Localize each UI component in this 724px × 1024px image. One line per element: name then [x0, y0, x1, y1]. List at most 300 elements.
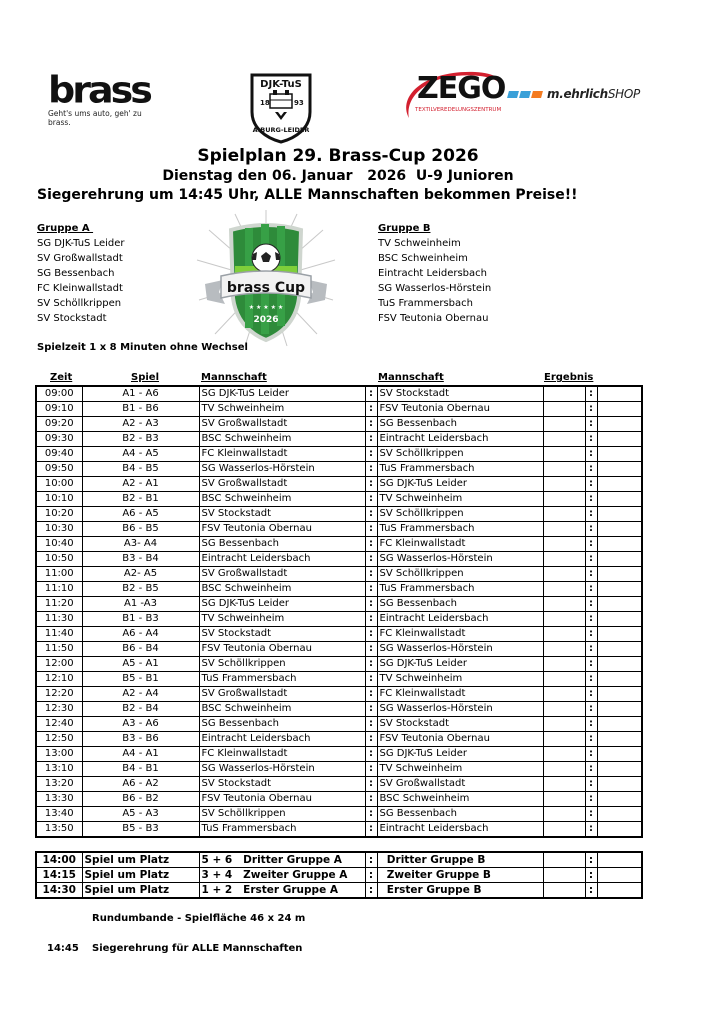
group-b-team: FSV Teutonia Obernau: [378, 313, 489, 324]
team-separator: :: [365, 552, 377, 567]
score-away-field[interactable]: [597, 717, 642, 732]
match-time: 09:20: [36, 417, 82, 432]
team-separator: :: [365, 432, 377, 447]
home-team: FC Kleinwallstadt: [199, 447, 365, 462]
match-time: 11:00: [36, 567, 82, 582]
column-header-zeit: Zeit: [50, 372, 73, 383]
away-team: SG Bessenbach: [377, 597, 543, 612]
away-team: BSC Schweinheim: [377, 792, 543, 807]
score-separator: :: [585, 868, 597, 883]
score-away-field[interactable]: [597, 777, 642, 792]
team-separator: :: [365, 732, 377, 747]
away-team: TuS Frammersbach: [377, 522, 543, 537]
column-header-team1: Mannschaft: [201, 372, 267, 383]
match-time: 10:10: [36, 492, 82, 507]
match-time: 12:20: [36, 687, 82, 702]
score-separator: :: [585, 417, 597, 432]
match-game: B3 - B6: [82, 732, 199, 747]
ceremony-notice: Siegerehrung um 14:45 Uhr, ALLE Mannschaften bekommen Preise!!: [37, 187, 578, 203]
away-team: Erster Gruppe B: [377, 883, 543, 899]
team-separator: :: [365, 747, 377, 762]
home-team: SG DJK-TuS Leider: [199, 386, 365, 402]
svg-text:brass Cup: brass Cup: [226, 280, 306, 296]
home-team: TuS Frammersbach: [199, 672, 365, 687]
score-away-field[interactable]: [597, 462, 642, 477]
home-team: TV Schweinheim: [199, 402, 365, 417]
match-row: [36, 792, 642, 807]
score-home-field[interactable]: [543, 567, 585, 582]
score-away-field[interactable]: [597, 537, 642, 552]
score-away-field[interactable]: [597, 672, 642, 687]
match-row: [36, 747, 642, 762]
score-separator: :: [585, 807, 597, 822]
match-time: 13:50: [36, 822, 82, 838]
score-home-field[interactable]: [543, 417, 585, 432]
score-away-field[interactable]: [597, 477, 642, 492]
match-time: 13:20: [36, 777, 82, 792]
score-home-field[interactable]: [543, 386, 585, 402]
away-team: FC Kleinwallstadt: [377, 687, 543, 702]
ehrlich-square-icon: [531, 91, 543, 98]
away-team: SG Wasserlos-Hörstein: [377, 552, 543, 567]
home-team: SV Großwallstadt: [199, 687, 365, 702]
score-home-field[interactable]: [543, 627, 585, 642]
team-separator: :: [365, 402, 377, 417]
score-separator: :: [585, 822, 597, 838]
match-game: B5 - B3: [82, 822, 199, 838]
score-home-field[interactable]: [543, 582, 585, 597]
score-home-field[interactable]: [543, 642, 585, 657]
score-home-field[interactable]: [543, 537, 585, 552]
team-separator: :: [365, 762, 377, 777]
score-home-field[interactable]: [543, 507, 585, 522]
match-time: 10:30: [36, 522, 82, 537]
team-separator: :: [365, 612, 377, 627]
match-time: 11:20: [36, 597, 82, 612]
match-row: [36, 417, 642, 432]
home-team: TuS Frammersbach: [199, 822, 365, 838]
page-title: Spielplan 29. Brass-Cup 2026: [197, 146, 479, 166]
match-row: [36, 807, 642, 822]
home-team: SV Schöllkrippen: [199, 657, 365, 672]
match-time: 10:40: [36, 537, 82, 552]
team-separator: :: [365, 672, 377, 687]
column-header-ergebnis: Ergebnis: [544, 372, 594, 383]
home-team: TV Schweinheim: [199, 612, 365, 627]
away-team: FC Kleinwallstadt: [377, 537, 543, 552]
match-game: A2 - A4: [82, 687, 199, 702]
ceremony-time: 14:45: [47, 943, 79, 954]
brass-logo-word: brass: [48, 69, 150, 111]
score-home-field[interactable]: [543, 702, 585, 717]
score-home-field[interactable]: [543, 612, 585, 627]
score-home-field[interactable]: [543, 597, 585, 612]
team-separator: :: [365, 807, 377, 822]
group-a-title: Gruppe A: [37, 223, 94, 234]
final-match-row: [36, 852, 642, 868]
score-away-field[interactable]: [597, 657, 642, 672]
away-team: SV Schöllkrippen: [377, 567, 543, 582]
group-a-team: SG Bessenbach: [37, 268, 115, 279]
score-away-field[interactable]: [597, 522, 642, 537]
score-home-field[interactable]: [543, 447, 585, 462]
score-home-field[interactable]: [543, 432, 585, 447]
score-separator: :: [585, 582, 597, 597]
score-home-field[interactable]: [543, 402, 585, 417]
match-row: [36, 597, 642, 612]
score-home-field[interactable]: [543, 807, 585, 822]
home-team: Eintracht Leidersbach: [199, 732, 365, 747]
score-separator: :: [585, 522, 597, 537]
score-separator: :: [585, 687, 597, 702]
svg-text:DJK-TuS: DJK-TuS: [260, 79, 302, 90]
away-team: FSV Teutonia Obernau: [377, 732, 543, 747]
team-separator: :: [365, 567, 377, 582]
score-home-field[interactable]: [543, 717, 585, 732]
home-team: SV Großwallstadt: [199, 567, 365, 582]
home-team: BSC Schweinheim: [199, 492, 365, 507]
away-team: SV Stockstadt: [377, 386, 543, 402]
score-separator: :: [585, 642, 597, 657]
team-separator: :: [365, 777, 377, 792]
match-row: [36, 687, 642, 702]
match-row: [36, 717, 642, 732]
away-team: SG Bessenbach: [377, 417, 543, 432]
team-separator: :: [365, 386, 377, 402]
svg-text:18: 18: [260, 99, 270, 107]
home-team: SG Wasserlos-Hörstein: [199, 462, 365, 477]
score-away-field[interactable]: [597, 762, 642, 777]
away-team: SV Schöllkrippen: [377, 447, 543, 462]
team-separator: :: [365, 537, 377, 552]
away-team: TuS Frammersbach: [377, 582, 543, 597]
home-team: SV Schöllkrippen: [199, 807, 365, 822]
match-row: [36, 627, 642, 642]
zego-logo-tagline: TEXTILVEREDELUNGSZENTRUM: [415, 107, 502, 113]
final-match-row: [36, 883, 642, 899]
match-game: A6 - A4: [82, 627, 199, 642]
team-separator: :: [365, 462, 377, 477]
match-game: A1 - A6: [82, 386, 199, 402]
match-game: B6 - B2: [82, 792, 199, 807]
score-away-field[interactable]: [597, 642, 642, 657]
group-b-team: TuS Frammersbach: [378, 298, 473, 309]
score-away-field[interactable]: [597, 447, 642, 462]
away-team: FSV Teutonia Obernau: [377, 402, 543, 417]
zego-logo: [395, 66, 507, 126]
final-match-row: [36, 868, 642, 883]
score-separator: :: [585, 852, 597, 868]
match-time: 10:50: [36, 552, 82, 567]
match-time: 09:30: [36, 432, 82, 447]
group-a-team: SV Stockstadt: [37, 313, 107, 324]
match-game: B6 - B4: [82, 642, 199, 657]
score-away-field[interactable]: [597, 417, 642, 432]
match-row: [36, 657, 642, 672]
match-time: 13:10: [36, 762, 82, 777]
score-home-field[interactable]: [543, 852, 585, 868]
home-team: SV Stockstadt: [199, 627, 365, 642]
match-game: A3- A4: [82, 537, 199, 552]
team-separator: :: [365, 792, 377, 807]
match-game: B4 - B5: [82, 462, 199, 477]
match-game: A4 - A5: [82, 447, 199, 462]
match-row: [36, 552, 642, 567]
ehrlich-shop-logo: [508, 87, 640, 101]
score-away-field[interactable]: [597, 822, 642, 838]
match-time: 11:10: [36, 582, 82, 597]
match-time: 10:20: [36, 507, 82, 522]
home-team: FSV Teutonia Obernau: [199, 642, 365, 657]
match-game: A5 - A1: [82, 657, 199, 672]
match-row: [36, 762, 642, 777]
finals-table: [35, 851, 643, 899]
score-separator: :: [585, 537, 597, 552]
match-time: 11:50: [36, 642, 82, 657]
away-team: TV Schweinheim: [377, 762, 543, 777]
score-home-field[interactable]: [543, 672, 585, 687]
score-home-field[interactable]: [543, 747, 585, 762]
team-separator: :: [365, 507, 377, 522]
match-row: [36, 642, 642, 657]
score-away-field[interactable]: [597, 792, 642, 807]
match-row: [36, 492, 642, 507]
match-row: [36, 477, 642, 492]
score-away-field[interactable]: [597, 687, 642, 702]
match-row: [36, 567, 642, 582]
home-team: SG Bessenbach: [199, 717, 365, 732]
match-game: A2 - A1: [82, 477, 199, 492]
match-time: 14:30: [36, 883, 82, 899]
score-separator: :: [585, 657, 597, 672]
home-team: SV Stockstadt: [199, 507, 365, 522]
match-time: 13:00: [36, 747, 82, 762]
match-time: 10:00: [36, 477, 82, 492]
away-team: Eintracht Leidersbach: [377, 822, 543, 838]
score-home-field[interactable]: [543, 462, 585, 477]
team-separator: :: [365, 883, 377, 899]
score-away-field[interactable]: [597, 552, 642, 567]
match-row: [36, 672, 642, 687]
home-team: SG Wasserlos-Hörstein: [199, 762, 365, 777]
match-game: B2 - B4: [82, 702, 199, 717]
score-separator: :: [585, 672, 597, 687]
match-game: Spiel um Platz: [82, 868, 199, 883]
team-separator: :: [365, 657, 377, 672]
group-b-team: Eintracht Leidersbach: [378, 268, 487, 279]
match-time: 09:50: [36, 462, 82, 477]
away-team: FC Kleinwallstadt: [377, 627, 543, 642]
svg-text:93: 93: [294, 99, 304, 107]
match-game: B6 - B5: [82, 522, 199, 537]
score-home-field[interactable]: [543, 552, 585, 567]
home-team: 1 + 2 Erster Gruppe A: [199, 883, 365, 899]
score-away-field[interactable]: [597, 852, 642, 868]
team-separator: :: [365, 868, 377, 883]
djk-tus-badge-icon: [248, 72, 314, 144]
home-team: SV Stockstadt: [199, 777, 365, 792]
group-a-team: SV Großwallstadt: [37, 253, 123, 264]
score-home-field[interactable]: [543, 477, 585, 492]
match-game: A2 - A3: [82, 417, 199, 432]
home-team: Eintracht Leidersbach: [199, 552, 365, 567]
match-time: 12:30: [36, 702, 82, 717]
away-team: SG Bessenbach: [377, 807, 543, 822]
score-home-field[interactable]: [543, 822, 585, 838]
match-game: A6 - A5: [82, 507, 199, 522]
away-team: SV Stockstadt: [377, 717, 543, 732]
home-team: BSC Schweinheim: [199, 582, 365, 597]
score-separator: :: [585, 462, 597, 477]
match-row: [36, 732, 642, 747]
score-separator: :: [585, 717, 597, 732]
page-subtitle: Dienstag den 06. Januar 2026 U-9 Junioren: [162, 168, 514, 184]
score-away-field[interactable]: [597, 627, 642, 642]
match-game: A1 -A3: [82, 597, 199, 612]
score-home-field[interactable]: [543, 777, 585, 792]
group-b-title: Gruppe B: [378, 223, 431, 234]
score-home-field[interactable]: [543, 762, 585, 777]
match-game: B2 - B5: [82, 582, 199, 597]
score-away-field[interactable]: [597, 432, 642, 447]
ehrlich-shop-text: m.ehrlichSHOP: [547, 87, 640, 101]
score-away-field[interactable]: [597, 582, 642, 597]
away-team: Dritter Gruppe B: [377, 852, 543, 868]
group-a-team: SV Schöllkrippen: [37, 298, 122, 309]
match-time: 12:00: [36, 657, 82, 672]
score-separator: :: [585, 492, 597, 507]
score-home-field[interactable]: [543, 792, 585, 807]
score-home-field[interactable]: [543, 732, 585, 747]
score-home-field[interactable]: [543, 687, 585, 702]
match-time: 13:30: [36, 792, 82, 807]
home-team: SV Großwallstadt: [199, 477, 365, 492]
team-separator: :: [365, 822, 377, 838]
match-game: B3 - B4: [82, 552, 199, 567]
away-team: SG Wasserlos-Hörstein: [377, 642, 543, 657]
group-b-team: TV Schweinheim: [378, 238, 461, 249]
score-separator: :: [585, 747, 597, 762]
match-game: A6 - A2: [82, 777, 199, 792]
score-separator: :: [585, 402, 597, 417]
home-team: SG Bessenbach: [199, 537, 365, 552]
team-separator: :: [365, 642, 377, 657]
score-home-field[interactable]: [543, 657, 585, 672]
home-team: FSV Teutonia Obernau: [199, 792, 365, 807]
score-separator: :: [585, 627, 597, 642]
match-row: [36, 432, 642, 447]
group-b-list: [378, 221, 491, 326]
match-game: B4 - B1: [82, 762, 199, 777]
group-a-team: FC Kleinwallstadt: [37, 283, 123, 294]
score-separator: :: [585, 762, 597, 777]
away-team: TV Schweinheim: [377, 672, 543, 687]
team-separator: :: [365, 582, 377, 597]
match-row: [36, 462, 642, 477]
away-team: SG DJK-TuS Leider: [377, 477, 543, 492]
brass-logo-tagline: Geht's ums auto, geh' zu brass.: [48, 109, 142, 127]
column-header-spiel: Spiel: [131, 372, 159, 383]
away-team: SV Großwallstadt: [377, 777, 543, 792]
score-away-field[interactable]: [597, 597, 642, 612]
away-team: SG DJK-TuS Leider: [377, 657, 543, 672]
score-away-field[interactable]: [597, 747, 642, 762]
score-away-field[interactable]: [597, 732, 642, 747]
team-separator: :: [365, 597, 377, 612]
score-away-field[interactable]: [597, 492, 642, 507]
match-time: 14:15: [36, 868, 82, 883]
score-separator: :: [585, 702, 597, 717]
score-separator: :: [585, 612, 597, 627]
score-home-field[interactable]: [543, 868, 585, 883]
team-separator: :: [365, 687, 377, 702]
score-away-field[interactable]: [597, 612, 642, 627]
score-separator: :: [585, 732, 597, 747]
match-row: [36, 702, 642, 717]
match-row: [36, 402, 642, 417]
svg-text:2026: 2026: [253, 315, 279, 325]
group-b-team: SG Wasserlos-Hörstein: [378, 283, 492, 294]
team-separator: :: [365, 477, 377, 492]
score-away-field[interactable]: [597, 868, 642, 883]
match-game: A3 - A6: [82, 717, 199, 732]
group-a-list: [37, 221, 125, 326]
ceremony-text: Siegerehrung für ALLE Mannschaften: [92, 943, 303, 954]
match-game: B5 - B1: [82, 672, 199, 687]
match-game: A5 - A3: [82, 807, 199, 822]
score-away-field[interactable]: [597, 807, 642, 822]
match-row: [36, 507, 642, 522]
match-game: Spiel um Platz: [82, 852, 199, 868]
group-b-team: BSC Schweinheim: [378, 253, 468, 264]
match-time: 09:10: [36, 402, 82, 417]
score-home-field[interactable]: [543, 883, 585, 899]
team-separator: :: [365, 522, 377, 537]
score-away-field[interactable]: [597, 402, 642, 417]
match-game: Spiel um Platz: [82, 883, 199, 899]
match-time: 14:00: [36, 852, 82, 868]
match-time: 12:50: [36, 732, 82, 747]
away-team: Eintracht Leidersbach: [377, 432, 543, 447]
score-home-field[interactable]: [543, 522, 585, 537]
score-away-field[interactable]: [597, 567, 642, 582]
match-game: B1 - B6: [82, 402, 199, 417]
match-game: A2- A5: [82, 567, 199, 582]
match-row: [36, 582, 642, 597]
match-game: B2 - B1: [82, 492, 199, 507]
match-time: 09:00: [36, 386, 82, 402]
away-team: Zweiter Gruppe B: [377, 868, 543, 883]
svg-text:★ ★ ★ ★ ★: ★ ★ ★ ★ ★: [248, 304, 284, 311]
score-separator: :: [585, 777, 597, 792]
team-separator: :: [365, 852, 377, 868]
match-time: 13:40: [36, 807, 82, 822]
score-separator: :: [585, 386, 597, 402]
svg-text:A.BURG-LEIDER: A.BURG-LEIDER: [252, 126, 310, 134]
score-away-field[interactable]: [597, 883, 642, 899]
home-team: SV Großwallstadt: [199, 417, 365, 432]
score-home-field[interactable]: [543, 492, 585, 507]
away-team: SG Wasserlos-Hörstein: [377, 702, 543, 717]
home-team: BSC Schweinheim: [199, 432, 365, 447]
score-away-field[interactable]: [597, 702, 642, 717]
match-row: [36, 822, 642, 838]
home-team: SG DJK-TuS Leider: [199, 597, 365, 612]
brass-cup-logo-icon: [195, 210, 337, 348]
away-team: SG DJK-TuS Leider: [377, 747, 543, 762]
score-away-field[interactable]: [597, 386, 642, 402]
score-away-field[interactable]: [597, 507, 642, 522]
